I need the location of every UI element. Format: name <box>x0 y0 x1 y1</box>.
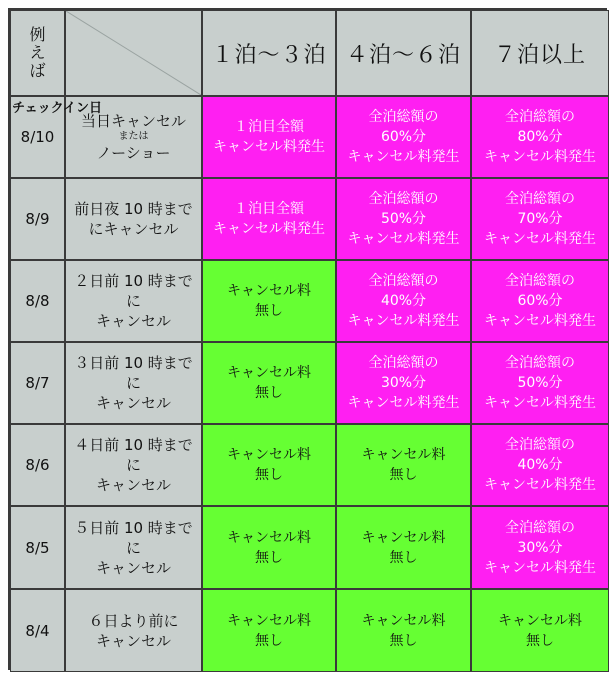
fee-line: キャンセル料発生 <box>484 395 596 411</box>
fee-cell-col-3 <box>471 342 609 424</box>
condition-line: キャンセル <box>95 631 171 650</box>
stay-column-header-1: １泊〜３泊 <box>202 10 336 96</box>
checkin-date-cell: 8/10 <box>10 96 65 178</box>
fee-cell-col-3 <box>471 178 609 260</box>
fee-line: 全泊総額の <box>368 191 439 207</box>
fee-line: キャンセル料発生 <box>484 559 596 576</box>
condition-line: ３日前 10 時までに <box>74 354 193 392</box>
cancellation-condition-cell <box>65 589 202 672</box>
stay-column-header-3: ７泊以上 <box>471 10 609 96</box>
fee-line: キャンセル料 <box>361 529 446 546</box>
fee-line: キャンセル料 <box>498 612 582 629</box>
checkin-date-cell: 8/7 <box>10 342 65 424</box>
fee-cell-col-2 <box>336 342 471 424</box>
fee-cell-col-3 <box>471 260 609 342</box>
fee-line: 無し <box>255 303 283 319</box>
fee-line: 全泊総額の <box>505 109 575 125</box>
example-label-char-3: ば <box>29 61 46 80</box>
fee-line: キャンセル料 <box>227 529 311 546</box>
checkin-date-cell: 8/8 <box>10 260 65 342</box>
fee-line: 全泊総額の <box>505 273 575 289</box>
fee-line: キャンセル料 <box>227 447 311 463</box>
fee-cell-col-2 <box>336 178 471 260</box>
condition-line: 前日夜 10 時まで <box>74 200 193 218</box>
fee-line: 全泊総額の <box>505 355 575 371</box>
fee-line: 50%分 <box>517 375 563 391</box>
fee-cell-col-1 <box>202 342 336 424</box>
fee-cell-col-1 <box>202 260 336 342</box>
cancellation-condition-cell <box>65 260 202 342</box>
condition-line: キャンセル <box>95 558 171 577</box>
fee-line: 40%分 <box>380 293 427 309</box>
fee-line: キャンセル料 <box>227 365 311 381</box>
fee-line: 無し <box>255 385 283 401</box>
fee-line: キャンセル料 <box>227 612 311 629</box>
fee-line: 全泊総額の <box>368 109 439 125</box>
fee-line: 50%分 <box>380 211 427 227</box>
fee-cell-col-2 <box>336 589 471 672</box>
fee-line: 無し <box>255 467 283 483</box>
fee-cell-col-2 <box>336 260 471 342</box>
checkin-date-cell: 8/9 <box>10 178 65 260</box>
fee-cell-col-2 <box>336 506 471 589</box>
fee-cell-col-1 <box>202 506 336 589</box>
condition-line: ２日前 10 時までに <box>74 272 193 310</box>
fee-line: キャンセル料発生 <box>213 139 325 155</box>
corner-diagonal-cell <box>65 10 202 96</box>
fee-line: 30%分 <box>517 539 563 556</box>
fee-cell-col-1 <box>202 178 336 260</box>
condition-line: ５日前 10 時までに <box>74 518 193 557</box>
condition-line: キャンセル <box>95 394 171 412</box>
fee-cell-col-1 <box>202 424 336 506</box>
condition-line: ６日より前に <box>88 611 179 630</box>
fee-line: キャンセル料 <box>227 283 311 299</box>
fee-cell-col-1 <box>202 96 336 178</box>
cancellation-condition-cell <box>65 424 202 506</box>
fee-cell-col-2 <box>336 96 471 178</box>
fee-line: １泊目全額 <box>234 119 304 135</box>
fee-line: 全泊総額の <box>505 519 575 536</box>
fee-line: キャンセル料発生 <box>347 149 460 165</box>
fee-line: 無し <box>255 632 283 649</box>
checkin-label: チェックイン日 <box>12 101 102 116</box>
fee-cell-col-3 <box>471 96 609 178</box>
fee-line: 全泊総額の <box>368 273 439 289</box>
fee-line: 無し <box>389 632 418 649</box>
fee-cell-col-2 <box>336 424 471 506</box>
checkin-date-cell: 8/4 <box>10 589 65 672</box>
diagonal-line <box>66 11 201 95</box>
fee-line: 無し <box>389 467 418 483</box>
fee-line: キャンセル料発生 <box>213 221 325 237</box>
fee-line: キャンセル料 <box>361 447 446 463</box>
fee-line: 無し <box>255 549 283 566</box>
fee-line: 無し <box>526 632 554 649</box>
fee-line: 60%分 <box>517 293 563 309</box>
condition-line: ４日前 10 時までに <box>74 436 193 474</box>
checkin-date-cell: 8/5 <box>10 506 65 589</box>
fee-line: キャンセル料発生 <box>484 477 596 493</box>
fee-cell-col-3 <box>471 424 609 506</box>
fee-cell-col-3 <box>471 589 609 672</box>
fee-line: 70%分 <box>517 211 563 227</box>
condition-line: または <box>118 131 149 142</box>
fee-cell-col-3 <box>471 506 609 589</box>
fee-line: 全泊総額の <box>368 355 439 371</box>
fee-line: キャンセル料発生 <box>484 313 596 329</box>
fee-line: 全泊総額の <box>505 437 575 453</box>
fee-line: キャンセル料発生 <box>347 313 460 329</box>
condition-line: にキャンセル <box>88 220 179 238</box>
fee-line: 40%分 <box>517 457 563 473</box>
example-label-char-1: 例 <box>29 25 46 44</box>
fee-line: 80%分 <box>517 129 563 145</box>
fee-line: キャンセル料発生 <box>347 231 460 247</box>
example-header-cell <box>10 10 65 96</box>
fee-cell-col-1 <box>202 589 336 672</box>
fee-line: １泊目全額 <box>234 201 304 217</box>
cancellation-condition-cell <box>65 342 202 424</box>
fee-line: キャンセル料発生 <box>484 231 596 247</box>
condition-line: キャンセル <box>95 312 171 330</box>
condition-line: ノーショー <box>96 144 171 162</box>
fee-line: 無し <box>389 549 418 566</box>
checkin-date-cell: 8/6 <box>10 424 65 506</box>
cancellation-condition-cell <box>65 506 202 589</box>
stay-column-header-2: ４泊〜６泊 <box>336 10 471 96</box>
fee-line: 全泊総額の <box>505 191 575 207</box>
condition-line: キャンセル <box>95 476 171 494</box>
condition-line: 当日キャンセル <box>80 112 186 130</box>
fee-line: 60%分 <box>380 129 427 145</box>
fee-line: 30%分 <box>380 375 427 391</box>
example-label-char-2: え <box>29 43 46 62</box>
fee-line: キャンセル料発生 <box>347 395 460 411</box>
cancellation-condition-cell <box>65 178 202 260</box>
fee-line: キャンセル料 <box>361 612 446 629</box>
fee-line: キャンセル料発生 <box>484 149 596 165</box>
